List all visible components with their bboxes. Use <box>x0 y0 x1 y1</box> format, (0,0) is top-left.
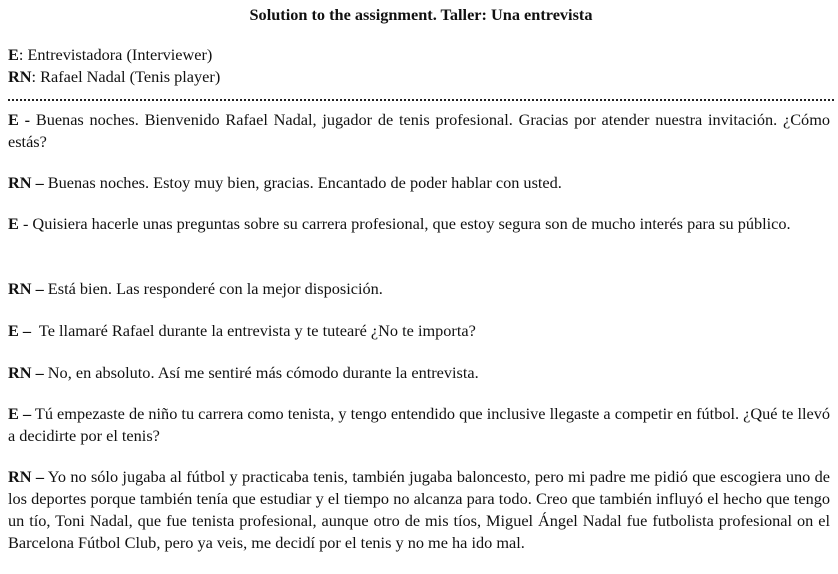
speaker-label: RN – <box>8 173 44 192</box>
dialogue-turn <box>8 362 830 384</box>
participants-list <box>8 44 220 88</box>
turn-text: Te llamaré Rafael durante la entrevista y te tutearé ¿No te importa? <box>31 321 476 340</box>
speaker-label: E - <box>8 110 31 129</box>
turn-text: Está bien. Las responderé con la mejor disposición. <box>43 279 383 298</box>
turn-text: No, en absoluto. Así me sentiré más cómodo durante la entrevista. <box>43 363 479 382</box>
document-title: Solution to the assignment. Taller: Una entrevista <box>249 5 593 24</box>
speaker-label: E – <box>8 404 32 423</box>
turn-text: Buenas noches. Estoy muy bien, gracias. Encantado de poder hablar con usted. <box>43 173 562 192</box>
participant-description: : Entrevistadora (Interviewer) <box>18 45 213 64</box>
dotted-divider <box>8 99 834 101</box>
speaker-label: E – <box>8 321 32 340</box>
participant-code: E <box>8 45 19 64</box>
dialogue-turn <box>8 320 830 342</box>
dialogue-turn <box>8 278 830 300</box>
speaker-label: RN – <box>8 363 44 382</box>
dialogue-turn <box>8 109 830 153</box>
participant-code: RN <box>8 67 32 86</box>
turn-text: Buenas noches. Bienvenido Rafael Nadal, jugador de tenis profesional. Gracias por atender nuestra invitación. ¿Cómo estás? <box>8 110 830 151</box>
dialogue-turn <box>8 403 830 447</box>
speaker-label: RN – <box>8 279 44 298</box>
speaker-label: RN – <box>8 467 44 486</box>
turn-text: - Quisiera hacerle unas preguntas sobre su carrera profesional, que estoy segura son de mucho interés para su público. <box>18 214 791 233</box>
participant-interviewer <box>8 44 220 66</box>
speaker-label: E <box>8 214 19 233</box>
dialogue-turn <box>8 213 830 235</box>
participant-rafael-nadal <box>8 66 220 88</box>
dialogue-turn <box>8 172 830 194</box>
dialogue-turn <box>8 466 830 554</box>
turn-text: Tú empezaste de niño tu carrera como tenista, y tengo entendido que inclusive llegaste a competir en fútbol. ¿Qué te llevó a decidirte por el tenis? <box>8 404 830 445</box>
turn-text: Yo no sólo jugaba al fútbol y practicaba tenis, también jugaba baloncesto, pero mi padre me pidió que escogiera uno de los deportes porque también tenía que estudiar y el tiempo no alcanza para todo. Creo que también influyó el hecho que tengo un tío, Toni Nadal, que fue tenista profesional, aunque otro de mis tíos, Miguel Ángel Nadal fue futbolista profesional on el Barcelona Fútbol Club, pero ya veis, me decidí por el tenis y no me ha ido mal. <box>8 467 830 552</box>
participant-description: : Rafael Nadal (Tenis player) <box>31 67 221 86</box>
